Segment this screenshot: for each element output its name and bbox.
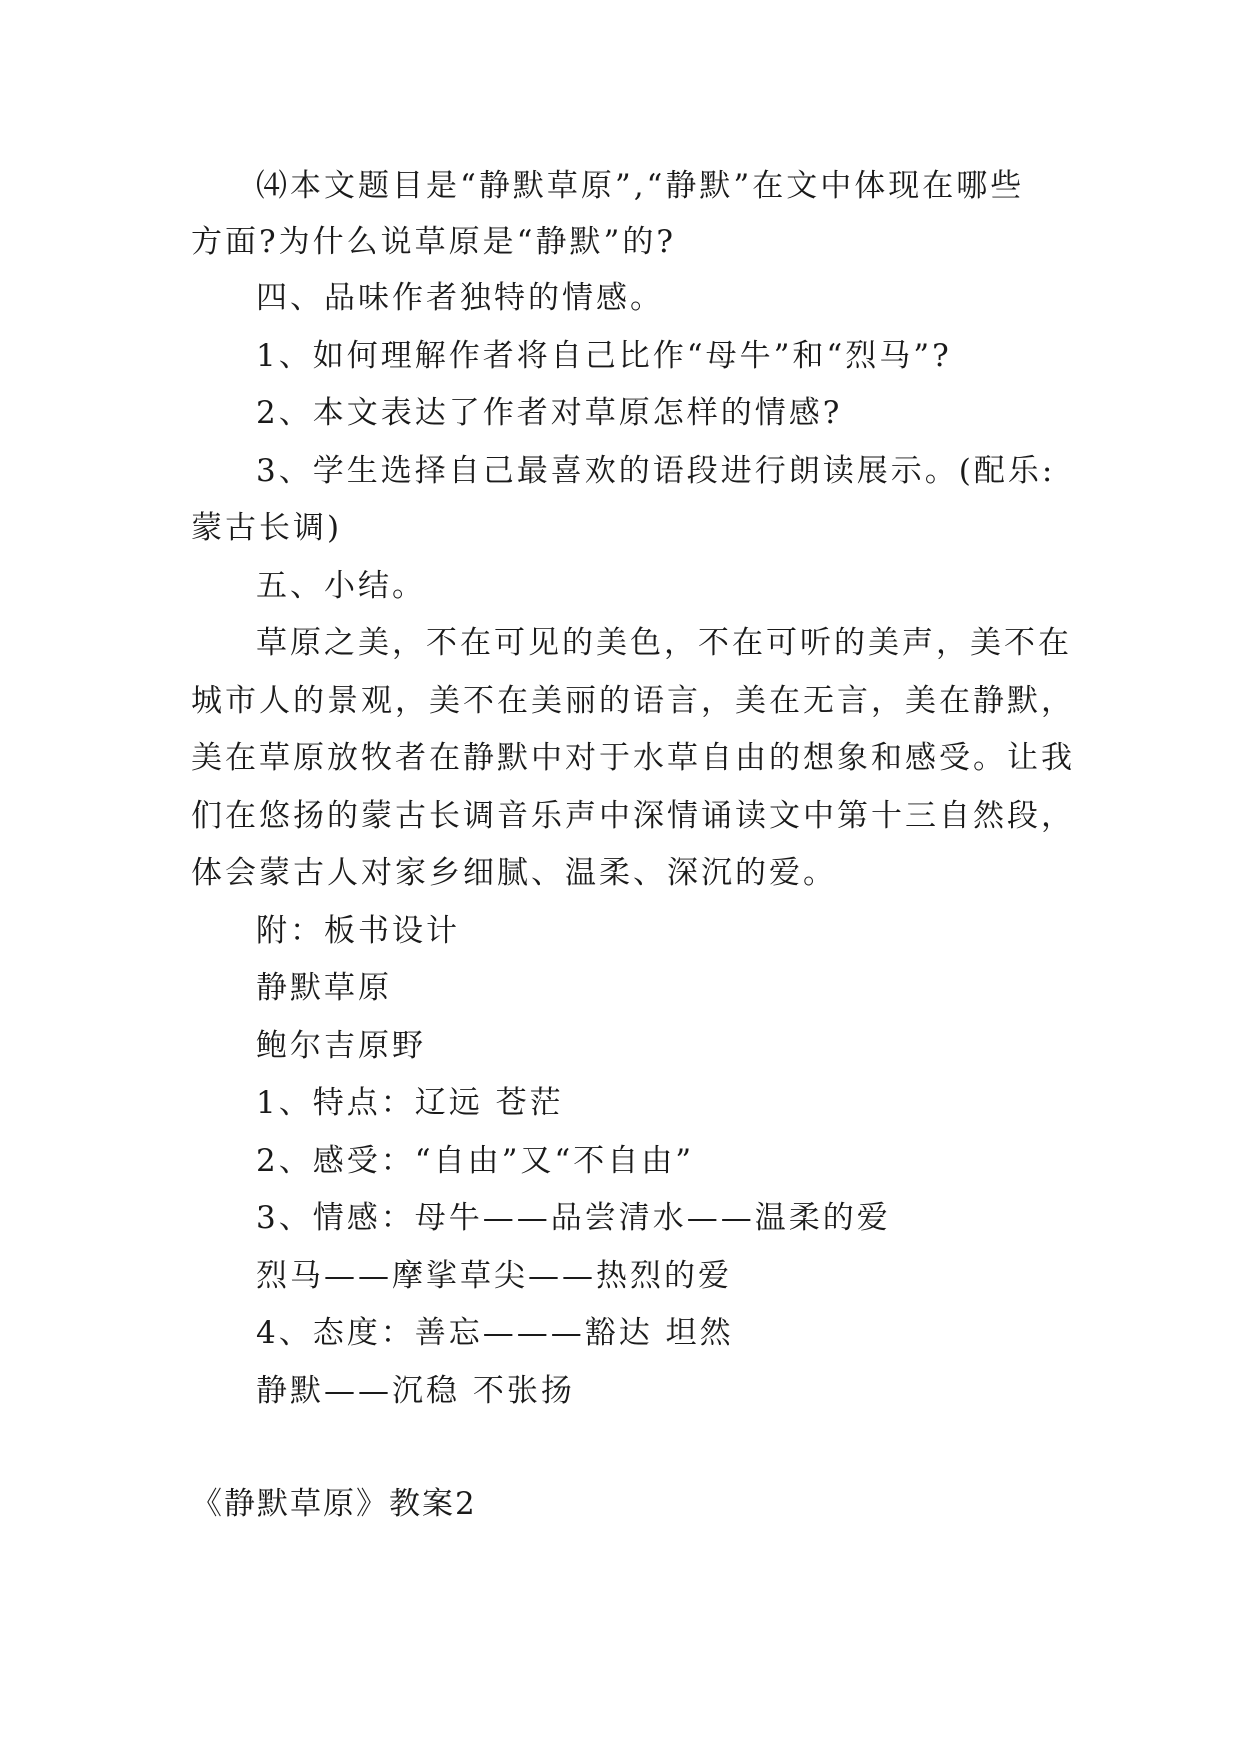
board-design-label: 附：板书设计 [256, 913, 460, 949]
section-heading: 五、小结。 [256, 568, 426, 604]
next-lesson-title: 《静默草原》教案2 [191, 1486, 477, 1522]
paragraph-line: 们在悠扬的蒙古长调音乐声中深情诵读文中第十三自然段， [191, 798, 1075, 834]
board-item: 3、情感：母牛——品尝清水——温柔的爱 [256, 1200, 891, 1236]
paragraph-line: 蒙古长调) [191, 510, 343, 546]
board-item: 烈马——摩挲草尖——热烈的爱 [256, 1258, 732, 1294]
board-item: 1、特点：辽远 苍茫 [256, 1085, 564, 1121]
board-item: 2、感受：“自由”又“不自由” [256, 1143, 695, 1179]
paragraph-line: 方面?为什么说草原是“静默”的? [191, 224, 676, 260]
paragraph-line: 体会蒙古人对家乡细腻、温柔、深沉的爱。 [191, 855, 837, 891]
board-item: 4、态度：善忘———豁达 坦然 [256, 1315, 734, 1351]
board-author: 鲍尔吉原野 [256, 1028, 426, 1064]
section-heading: 四、品味作者独特的情感。 [256, 280, 664, 316]
list-item: 2、本文表达了作者对草原怎样的情感? [256, 395, 843, 431]
board-item: 静默——沉稳 不张扬 [256, 1373, 575, 1409]
list-item: 1、如何理解作者将自己比作“母牛”和“烈马”? [256, 338, 952, 374]
paragraph-line: 美在草原放牧者在静默中对于水草自由的想象和感受。让我 [191, 740, 1075, 776]
board-title: 静默草原 [256, 970, 392, 1006]
list-item: 3、学生选择自己最喜欢的语段进行朗读展示。(配乐: [256, 453, 1056, 489]
paragraph-line: ⑷本文题目是“静默草原”,“静默”在文中体现在哪些 [256, 168, 1025, 204]
paragraph-line: 城市人的景观，美不在美丽的语言，美在无言，美在静默， [191, 683, 1075, 719]
paragraph-line: 草原之美，不在可见的美色，不在可听的美声，美不在 [256, 625, 1072, 661]
